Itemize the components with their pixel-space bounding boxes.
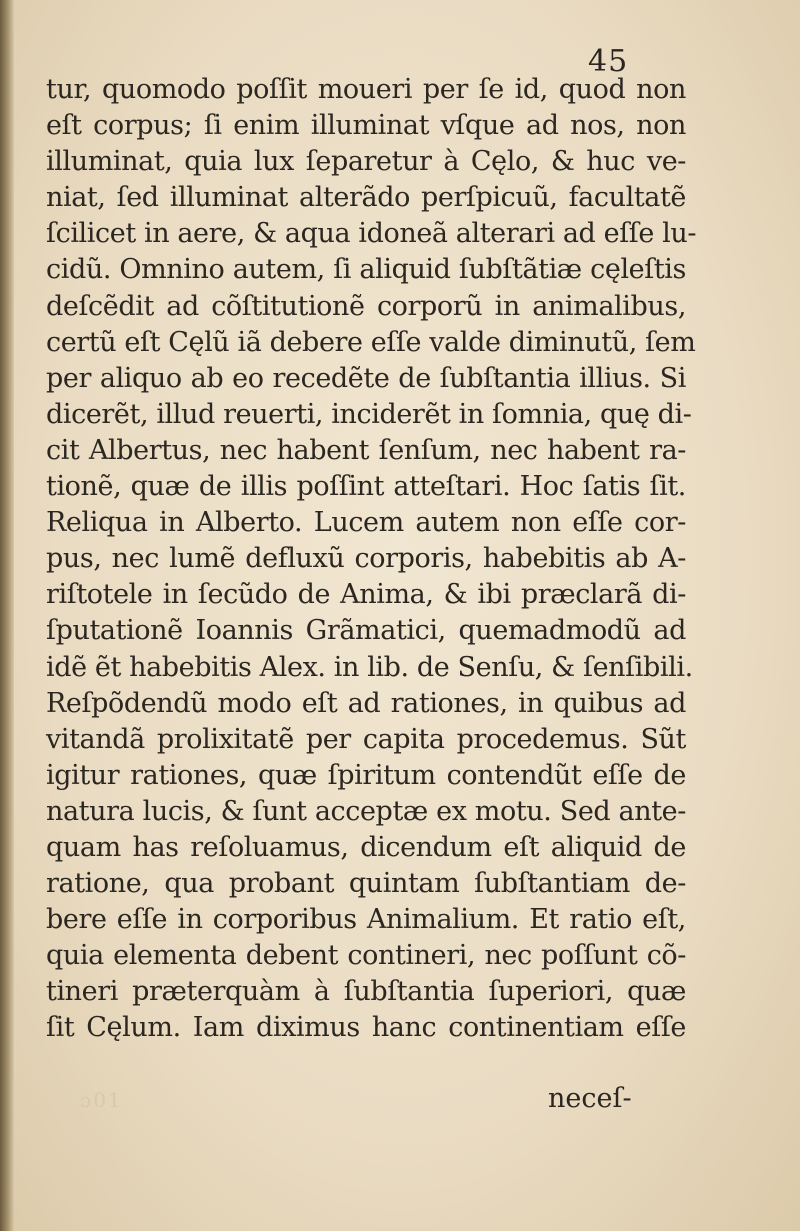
page-number: 45 (588, 44, 629, 79)
body-text (46, 72, 697, 1047)
text-line: ſcilicet in aere, & aqua idoneã alterari ad eſſe lu- (46, 218, 697, 250)
text-line: quia elementa debent contineri, nec poſſunt cõ- (46, 940, 686, 972)
text-line: idẽ ẽt habebitis Alex. in lib. de Senſu, & ſenſibili. (46, 651, 693, 683)
text-line: niat, ſed illuminat alterãdo perſpicuũ, facultatẽ (46, 182, 686, 214)
text-line: Reliqua in Alberto. Lucem autem non eſſe cor- (46, 507, 686, 539)
bleed-through-mark: ɔ01 (80, 1088, 123, 1112)
text-line: dicerẽt, illud reuerti, inciderẽt in ſomnia, quę di- (46, 398, 692, 430)
page-binding-edge (0, 0, 14, 1231)
text-line: ſit Cęlum. Iam diximus hanc continentiam eſſe (46, 1012, 686, 1044)
text-line: ratione, qua probant quintam ſubſtantiam de- (46, 868, 686, 900)
text-line: vitandã prolixitatẽ per capita procedemus. Sũt (46, 723, 686, 755)
text-line: cit Albertus, nec habent ſenſum, nec habent ra- (46, 434, 686, 466)
text-line: pus, nec lumẽ defluxũ corporis, habebitis ab A- (46, 543, 686, 575)
text-line: certũ eſt Cęlũ iã debere eſſe valde diminutũ, ſem (46, 326, 696, 358)
text-line: deſcẽdit ad cõſtitutionẽ corporũ in animalibus, (46, 290, 686, 322)
text-line: bere eſſe in corporibus Animalium. Et ratio eſt, (46, 904, 686, 936)
text-line: tur, quomodo poſſit moueri per ſe id, quod non (46, 74, 686, 105)
text-line: Reſpõdendũ modo eſt ad rationes, in quibus ad (46, 687, 686, 719)
catchword: neceſ- (548, 1083, 632, 1114)
text-line: natura lucis, & ſunt acceptæ ex motu. Sed ante- (46, 795, 686, 827)
text-line: cidũ. Omnino autem, ſi aliquid ſubſtãtiæ cęleſtis (46, 254, 686, 286)
text-line: igitur rationes, quæ ſpiritum contendũt eſſe de (46, 759, 686, 791)
text-line: ſputationẽ Ioannis Grãmatici, quemadmodũ ad (46, 615, 686, 647)
text-line: quam has reſoluamus, dicendum eſt aliquid de (46, 831, 686, 863)
text-line: tineri præterquàm à ſubſtantia ſuperiori, quæ (46, 976, 686, 1008)
text-line: per aliquo ab eo recedẽte de ſubſtantia illius. Si (46, 362, 686, 394)
text-line: riſtotele in ſecũdo de Anima, & ibi præclarã di- (46, 579, 686, 611)
text-line: tionẽ, quæ de illis poſſint atteſtari. Hoc ſatis ſit. (46, 471, 686, 503)
text-line: illuminat, quia lux ſeparetur à Cęlo, & huc ve- (46, 146, 686, 178)
text-line: eſt corpus; ſi enim illuminat vſque ad nos, non (46, 110, 686, 142)
